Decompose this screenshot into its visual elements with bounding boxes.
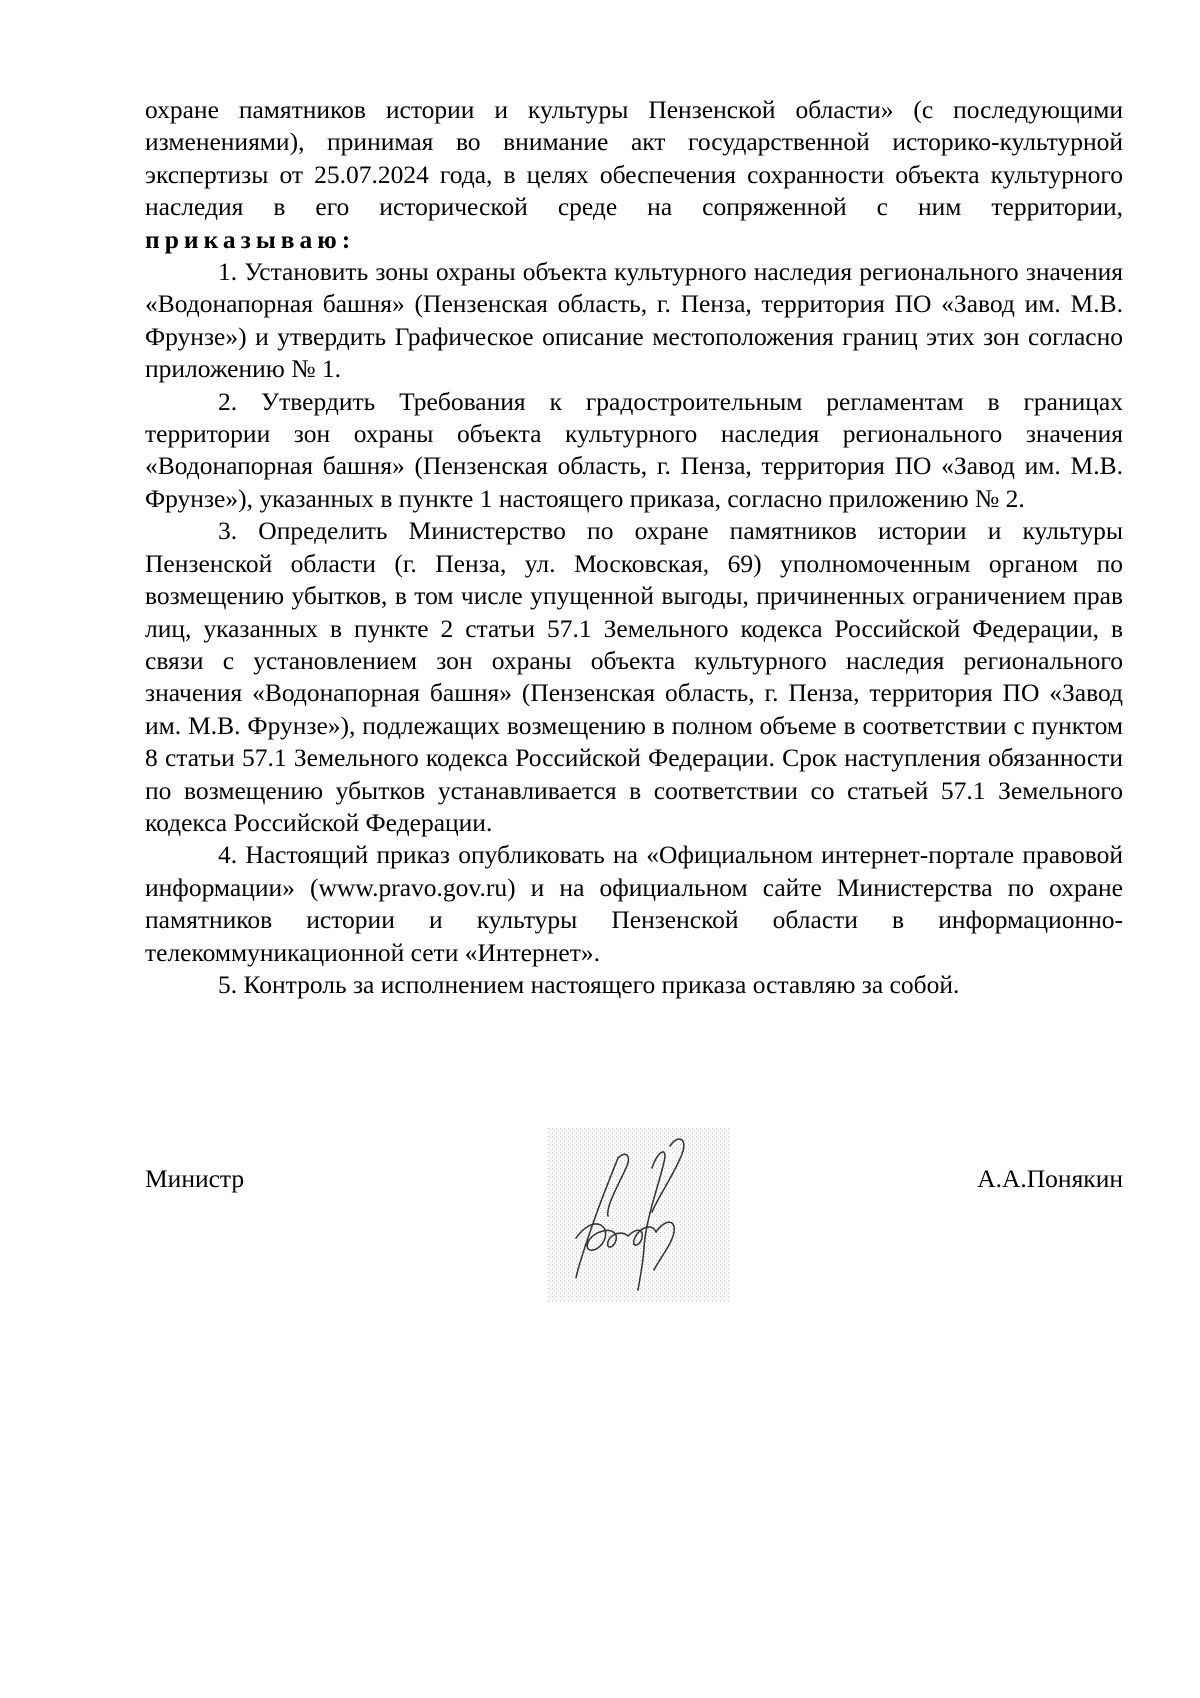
order-item-1: 1. Установить зоны охраны объекта культурного наследия регионального значения «Водонапорная башня» (Пензенская область, г. Пенза, территория ПО «Завод им. М.В. Фрунзе») и утвердить Графическое описание местоположения границ этих зон согласно приложению № 1. [145,257,1123,384]
order-item-3: 3. Определить Министерство по охране памятников истории и культуры Пензенской области (г. Пенза, ул. Московская, 69) уполномоченным органом по возмещению убытков, в том числе упущенной выгоды, причиненных ограничением прав лиц, указанных в пункте 2 статьи 57.1 Земельного кодекса Российской Федерации, в связи с установлением зон охраны объекта культурного наследия регионального значения «Водонапорная башня» (Пензенская область, г. Пенза, территория ПО «Завод им. М.В. Фрунзе»), подлежащих возмещению в полном объеме в соответствии с пунктом 8 статьи 57.1 Земельного кодекса Российской Федерации. Срок наступления обязанности по возмещению убытков устанавливается в соответствии со статьей 57.1 Земельного кодекса Российской Федерации. [145,516,1123,837]
order-item-2: 2. Утвердить Требования к градостроительным регламентам в границах территории зон охраны объекта культурного наследия регионального значения «Водонапорная башня» (Пензенская область, г. Пенза, территория ПО «Завод им. М.В. Фрунзе»), указанных в пункте 1 настоящего приказа, согласно приложению № 2. [145,386,1123,513]
paragraph-intro-text: охране памятников истории и культуры Пензенской области» (с последующими изменениями), принимая во внимание акт государственной историко-культурной экспертизы от 25.07.2024 года, в целях обеспечения сохранности объекта культурного наследия в его исторической среде на сопряженной с ним территории, [145,95,1123,222]
signatory-name: А.А.Понякин [977,1164,1123,1193]
paragraph-intro [145,94,1123,256]
order-keyword: приказываю: [145,224,356,254]
order-item-5: 5. Контроль за исполнением настоящего приказа оставляю за собой. [218,969,960,999]
order-item-4: 4. Настоящий приказ опубликовать на «Официальном интернет-портале правовой информации» (www.pravo.gov.ru) и на официальном сайте Министерства по охране памятников истории и культуры Пензенской области в информационно-телекоммуникационной сети «Интернет». [145,840,1123,967]
handwritten-signature [548,1128,730,1302]
document-body [145,94,1123,1001]
signatory-position: Министр [145,1164,245,1193]
